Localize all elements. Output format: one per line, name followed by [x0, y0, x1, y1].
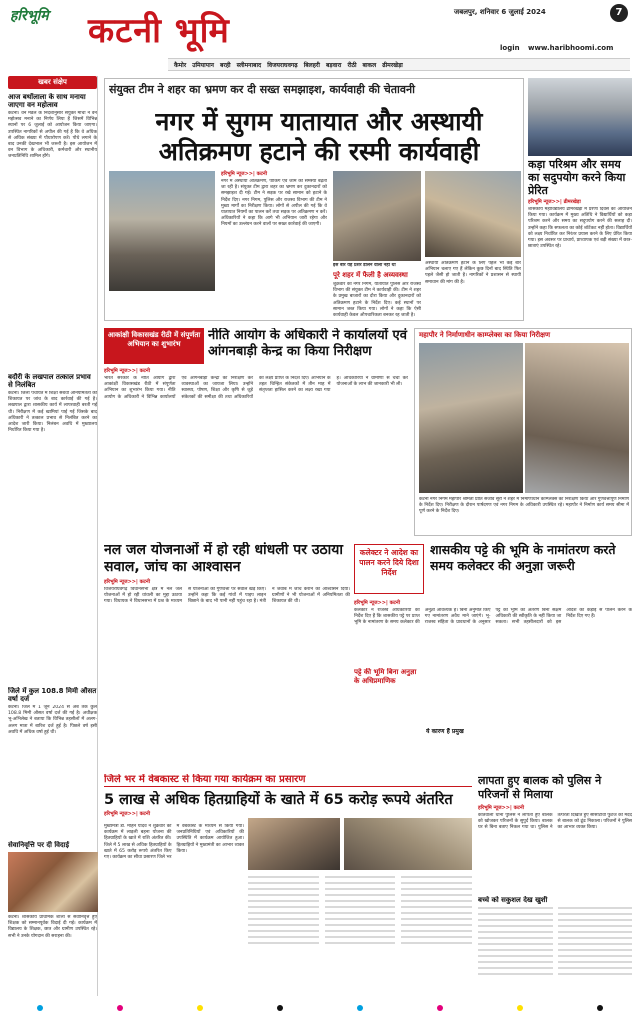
- niti-headline: नीति आयोग के अधिकारी ने कार्यालयों एवं आंगनबाड़ी केन्द्र का किया निरीक्षण: [208, 328, 407, 359]
- nav-item-reethi[interactable]: रीठी: [347, 61, 357, 69]
- lead-headline: नगर में सुगम यातायात और अस्थायी अतिक्रमण हटाने की रस्मी कार्यवाही: [155, 107, 483, 166]
- right-story-photo: [528, 78, 632, 156]
- lead-photo-3: [425, 171, 521, 257]
- brief-heading-3: जिले में कुल 108.8 मिमी औसत वर्षा दर्ज: [8, 687, 97, 703]
- bottom-photo-2: [344, 818, 472, 870]
- mahapaur-caption: कटनी नगर निगम महापौर श्रीमती प्रीति संजीव सूरी ने शहर में निर्माणाधीन कॉम्प्लेक्स का निरीक्षण किया और गुणवत्तापूर्ण निर्माण के निर्देश दिए। निरीक्षण के दौरान पार्षदगण एवं नगर निगम के अधिकारी उपस्थित रहे। महापौर ने निर्माण कार्य समय सीमा में पूर्ण करने के निर्देश दिए।: [419, 497, 629, 515]
- brief-text-4: कटनी। शासकीय प्राथमिक शाला से सेवानिवृत्त हुए शिक्षक को सम्मानपूर्वक विदाई दी गई। कार्यक्रम में विद्यालय के शिक्षक, छात्र और ग्रामीण उपस्थित रहे। सभी ने उनके योगदान की सराहना की।: [8, 915, 97, 939]
- lead-photo-1: [109, 171, 215, 291]
- nav-item-barhi[interactable]: बरही: [219, 61, 231, 69]
- nav-item-umariyapan[interactable]: उमियापान: [192, 61, 214, 69]
- brand-logo[interactable]: हरिभूमि: [10, 8, 49, 24]
- missing-child-story: [478, 774, 632, 998]
- cmyk-dot: [277, 1005, 283, 1011]
- missing-body-continued: [478, 907, 632, 987]
- lead-story: [104, 78, 524, 321]
- missing-headline: लापता हुए बालक को पुलिस ने परिजनों से मिलाया: [478, 774, 602, 801]
- lead-kicker: संयुक्त टीम ने शहर का भ्रमण कर दी सख्त समझाइश, कार्यवाही की चेतावनी: [109, 83, 415, 96]
- news-brief-sidebar: [8, 76, 98, 996]
- collector-headline: शासकीय पट्टे की भूमि के नामांतरण करते समय कलेक्टर की अनुज्ञा जरूरी: [430, 542, 616, 573]
- right-story-body: शासकीय महाविद्यालय ढीमरखेड़ा में प्रेरणा दिवस का आयोजन किया गया। कार्यक्रम में मुख्य अतिथि ने विद्यार्थियों को कड़ा परिश्रम करने और समय का सदुपयोग करने की सलाह दी। उन्होंने कहा कि सफलता का कोई शॉर्टकट नहीं होता। विद्यार्थियों को लक्ष्य निर्धारित कर निरंतर प्रयास करने के लिए प्रेरित किया गया। इस अवसर पर प्राचार्य, प्राध्यापक एवं बड़ी संख्या में छात्र-छात्राएं उपस्थित रहे।: [528, 207, 632, 250]
- collector-subhead: पट्टे की भूमि बिना अनुज्ञा के अधिप्रमाणिक: [354, 668, 420, 685]
- retirement-photo: [8, 852, 98, 912]
- bottom-story: [104, 774, 472, 998]
- bottom-body-continued: [248, 876, 472, 994]
- nav-item-vijayraghavgarh[interactable]: विजयराघवगढ़: [267, 61, 298, 69]
- nav-item-badwara[interactable]: बड़वारा: [325, 61, 342, 69]
- lead-photo-2: [333, 171, 421, 261]
- section-title: कटनी भूमि: [88, 11, 230, 51]
- brief-heading-4: सेवानिवृत्ति पर दी विदाई: [8, 841, 70, 849]
- sidebar-title: खबर संक्षेप: [8, 76, 97, 89]
- cmyk-dot: [517, 1005, 523, 1011]
- brief-text-3: कटनी। जिले में 1 जून 2024 से अब तक कुल 108.8 मिमी औसत वर्षा दर्ज की गई है। अधीक्षक भू-अभिलेख ने बताया कि विभिन्न तहसीलों में अलग-अलग मात्रा में बारिश दर्ज हुई है। पिछले वर्ष इसी अवधि में अधिक वर्षा हुई थी।: [8, 705, 97, 735]
- login-link[interactable]: login: [500, 44, 520, 52]
- collector-subhead-2: ये कारण हैं प्रमुख: [426, 728, 492, 735]
- nav-item-kaimor[interactable]: कैमोर: [174, 61, 187, 69]
- right-story-headline: कड़ा परिश्रम और समय का सदुपयोग करने किया प्रेरित: [528, 158, 626, 197]
- mahapaur-story: [414, 328, 632, 536]
- brief-text-2: कटनी। जिला पंचायत में शिक्षा संबंधी अनियमितता की शिकायत पर जांच के बाद कार्रवाई की गई है। लखपाल द्वारा शासकीय कार्य में लापरवाही बरती गई थी। निरीक्षण में कई खामियां पाई गईं जिसके बाद अधिकारी ने तत्काल प्रभाव से निलंबित करने का आदेश जारी किया। निलंबन अवधि में मुख्यालय निर्धारित किया गया है।: [8, 391, 97, 434]
- nal-jal-headline: नल जल योजनाओं में हो रही धांधली पर उठाया सवाल, जांच का आश्वासन: [104, 542, 344, 575]
- mahapaur-photo-1: [419, 343, 523, 493]
- brief-text-1: कटनी। वन मंडल के निर्देशानुसार संयुक्त मोर्चा ने वन महोत्सव मनाने का निर्णय लिया है जिसमें विभिन्न स्थानों पर 6 जुलाई को आयोजन किया जाएगा। उपस्थित नागरिकों से अपील की गई है कि वे अधिक से अधिक संख्या में पौधारोपण करें। पौधे लगाने के बाद उनकी देखभाल भी जरूरी है। इस आयोजन में वन विभाग के अधिकारी, कर्मचारी और स्थानीय जनप्रतिनिधि शामिल होंगे।: [8, 111, 97, 160]
- mahapaur-photo-2: [525, 343, 629, 493]
- bottom-kicker: जिले भर में वेबकास्ट से किया गया कार्यक्रम का प्रसारण: [104, 774, 472, 787]
- niti-body: भारत सरकार के नीति आयोग द्वारा आकांक्षी विकासखंड रीठी में संपूर्णता अभियान का शुभारंभ किया गया। नीति आयोग के अधिकारी ने विभिन्न कार्यालयों एवं आंगनबाड़ी केन्द्रों का निरीक्षण कर व्यवस्थाओं का जायजा लिया। उन्होंने स्वास्थ्य, पोषण, शिक्षा और कृषि से जुड़े संकेतकों की समीक्षा की तथा अधिकारियों को लक्ष्य प्राप्ति के निर्देश दिए। अभियान के तहत चिन्हित संकेतकों में तीन माह में संतृप्तता हासिल करने का लक्ष्य रखा गया है। अधिकारियों ने ग्रामीणों से चर्चा कर योजनाओं के लाभ की जानकारी भी ली।: [104, 376, 408, 400]
- collector-story: [354, 542, 632, 770]
- collector-body: कलेक्टर ने राजस्व अधिकारियों को निर्देश दिए हैं कि शासकीय पट्टे पर प्राप्त भूमि के नामांतरण के समय कलेक्टर की अनुज्ञा आवश्यक है। बिना अनुमति किए गए नामांतरण अवैध माने जाएंगे। भू-राजस्व संहिता के प्रावधानों के अनुसार पट्टे की भूमि का अंतरण बिना सक्षम अधिकारी की स्वीकृति के नहीं किया जा सकता। सभी तहसीलदारों को इस आदेश का कड़ाई से पालन करने के निर्देश दिए गए हैं।: [354, 608, 632, 626]
- nal-jal-body: विजयराघवगढ़ विधानसभा क्षेत्र में नल जल योजनाओं में हो रही धांधली का मुद्दा उठाया गया। विधायक ने विधानसभा में प्रश्न के माध्यम से योजनाओं की गुणवत्ता पर सवाल खड़े किए। उन्होंने कहा कि कई गांवों में पाइप लाइन बिछाने के बाद भी पानी नहीं पहुंच रहा है। मंत्री ने जवाब में जांच कराने का आश्वासन दिया। ग्रामीणों ने भी योजनाओं में अनियमितता की शिकायत की थी।: [104, 587, 350, 605]
- site-link[interactable]: www.haribhoomi.com: [528, 44, 614, 52]
- niti-story: [104, 328, 408, 536]
- bottom-body: मुख्यमंत्री डॉ. मोहन यादव ने शुक्रवार को कार्यक्रम में लाड़ली बहना योजना की हितग्राहियों के खाते में राशि अंतरित की। जिले में 5 लाख से अधिक हितग्राहियों के खाते में 65 करोड़ रूपये अंतरित किए गए। कार्यक्रम का सीधा प्रसारण जिले भर में वेबकास्ट के माध्यम से किया गया। जनप्रतिनिधियों एवं अधिकारियों की उपस्थिति में कार्यक्रम आयोजित हुआ। हितग्राहियों ने मुख्यमंत्री का आभार व्यक्त किया।: [104, 824, 244, 861]
- cmyk-dot: [117, 1005, 123, 1011]
- right-story-byline: हरिभूमि न्यूज>>| ढीमरखेड़ा: [528, 199, 581, 205]
- cmyk-dot: [37, 1005, 43, 1011]
- cmyk-dot: [357, 1005, 363, 1011]
- nav-item-sleemanabad[interactable]: स्लीमनाबाद: [236, 61, 262, 69]
- collector-flag: कलेक्टर ने आदेश का पालन करने दिये दिशा निर्देश: [354, 544, 424, 594]
- lead-col-2: शुक्रवार को नगर निगम, यातायात पुलिस और राजस्व विभाग की संयुक्त टीम ने कार्यवाही की। टीम ने शहर के प्रमुख बाजारों का दौरा किया और दुकानदारों को अतिक्रमण हटाने के निर्देश दिए। कई स्थानों पर सामान जब्त किया गया। लोगों ने कहा कि ऐसी कार्यवाही केवल औपचारिकता बनकर रह जाती है।: [333, 282, 421, 318]
- cmyk-dot: [437, 1005, 443, 1011]
- nav-item-bakal[interactable]: बाकल: [362, 61, 377, 69]
- page-number: 7: [610, 4, 628, 22]
- nav-item-dheemarkheda[interactable]: ढीमरखेड़ा: [382, 61, 403, 69]
- lead-subhead: पूरे शहर में फैली है अव्यवस्था: [333, 271, 408, 279]
- cmyk-dot: [597, 1005, 603, 1011]
- cmyk-dot: [197, 1005, 203, 1011]
- missing-byline: हरिभूमि न्यूज>>| कटनी: [478, 805, 524, 811]
- masthead: [0, 0, 640, 58]
- missing-subhead: बच्चे को सकुशल देख खुशी: [478, 896, 548, 904]
- bottom-byline: हरिभूमि न्यूज>>| कटनी: [104, 811, 150, 817]
- nal-jal-byline: हरिभूमि न्यूज>>| कटनी: [104, 579, 150, 585]
- right-story: [528, 78, 632, 321]
- bottom-photo-1: [248, 818, 340, 870]
- niti-tag: आकांक्षी विकासखंड रीठी में संपूर्णता अभियान का शुभारंभ: [104, 328, 204, 364]
- bottom-headline: 5 लाख से अधिक हितग्राहियों के खाते में 65 करोड़ रूपये अंतरित: [104, 792, 453, 808]
- nav-bar: [168, 58, 630, 71]
- lead-col-3: अस्थायी अतिक्रमण हटाने के लिए पहले भी कई बार अभियान चलाए गए हैं लेकिन कुछ दिनों बाद स्थिति फिर पहले जैसी हो जाती है। नागरिकों ने प्रशासन से स्थायी समाधान की मांग की है।: [425, 261, 521, 285]
- brief-heading-1: आज बर्थोलाला के साथ मनाया जाएगा वन महोत्सव: [8, 93, 86, 109]
- lead-body: नगर में अस्थायी अतिक्रमण, पार्किंग एवं जाम की समस्या बढ़ती जा रही है। संयुक्त टीम द्वारा शहर का भ्रमण कर दुकानदारों को समझाइश दी गई। टीम ने सड़क पर रखे सामान को हटाने के निर्देश दिए। नगर निगम, पुलिस और राजस्व विभाग की टीम ने मुख्य मार्गों का निरीक्षण किया। लोगों से अपील की गई कि वे यातायात नियमों का पालन करें तथा सड़क पर अतिक्रमण न करें। अधिकारियों ने कहा कि आगे भी अभियान जारी रहेगा और नियमों का उल्लंघन करने वालों पर सख्त कार्रवाई की जाएगी।: [221, 179, 327, 228]
- missing-body: कोतवाली थाना पुलिस ने लापता हुए बालक को खोजकर परिजनों के सुपुर्द किया। बालक घर से बिना बताए निकल गया था। पुलिस ने तत्परता दिखाते हुए सीसीटीवी फुटेज की मदद से बालक को ढूंढ निकाला। परिजनों ने पुलिस का आभार व्यक्त किया।: [478, 813, 632, 831]
- nal-jal-story: [104, 542, 350, 770]
- niti-byline: हरिभूमि न्यूज>>| कटनी: [104, 368, 150, 374]
- print-color-marks: [0, 1003, 640, 1013]
- nav-item-bilhari[interactable]: बिलहरी: [303, 61, 320, 69]
- mahapaur-kicker: महापौर ने निर्माणाधीन काम्प्लेक्स का किया निरीक्षण: [419, 331, 551, 339]
- lead-photo-caption: इस बार यह प्रेशर डालने वाला नहीं था: [333, 263, 396, 268]
- collector-byline: हरिभूमि न्यूज>>| कटनी: [354, 600, 400, 606]
- brief-heading-2: बदौरी के लखपाल तत्काल प्रभाव से निलंबित: [8, 373, 91, 389]
- edition-date: जबलपुर, शनिवार 6 जुलाई 2024: [454, 8, 546, 16]
- lead-byline: हरिभूमि न्यूज>>| कटनी: [221, 171, 267, 177]
